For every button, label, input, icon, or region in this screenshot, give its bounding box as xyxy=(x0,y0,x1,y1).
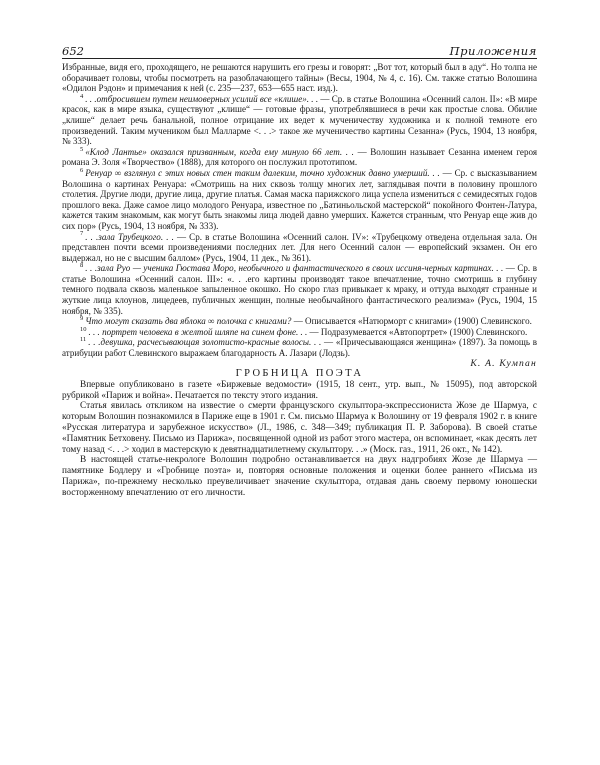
note-text: — Ср. в статье Волошина «Осенний салон. IV»: «Трубецкому отведена отдельная зала. Он представлен почти всеми произведениями последних лет. Для него Осенний салон — европейский экзамен. Он его выдержал, но не с высшим баллом» (Русь, 1904, 11 дек., № 361). xyxy=(62,231,537,263)
note-lemma: . . . портрет человека в желтой шляпе на синем фоне. . . xyxy=(88,326,308,337)
running-title: Приложения xyxy=(449,44,537,58)
note-number: 10 xyxy=(80,325,87,333)
page-number: 652 xyxy=(62,44,84,58)
note-text: — Ср. в статье Волошина «Осенний салон. II»: «В мире красок, как в мире языка, существуют „клише“ — готовые фразы, употреблявшиеся в речи как простые слова. Обилие „клише“ делает речь банальной, полное отрицание их ведет к мученичеству художника и к полной темноте его произведений. Таким мучеником был Малларме <. . .> такое же мученичество картины Сезанна» (Русь, 1904, 13 ноября, № 333). xyxy=(62,93,537,147)
note-text: — «Причесывающаяся женщина» (1897). За помощь в атрибуции работ Слевинского выражаем благодарность А. Лазари (Лодзь). xyxy=(62,337,537,359)
section-paragraph: В настоящей статье-некрологе Волошин подробно останавливается на двух надгробиях Жозе де Шармуа — памятнике Бодлеру и «Гробнице поэта» и, повторяя основные положения и оценки более раннего «Письма из Парижа», по-прежнему несколько преувеличивает значение скульптора, отдавая дань своему первому юношески восторженному впечатлению от его личности. xyxy=(62,455,537,498)
note-number: 5 xyxy=(80,145,84,153)
note-5 xyxy=(62,147,537,168)
note-lemma: Что могут сказать два яблока ∞ полочка с книгами? xyxy=(85,316,292,327)
note-text: — Подразумевается «Автопортрет» (1900) Слевинского. xyxy=(307,326,528,337)
note-lemma: . . .девушка, расчесывающая золотисто-красные волосы. . . xyxy=(88,337,322,348)
note-number: 6 xyxy=(80,166,84,174)
section-title: ГРОБНИЦА ПОЭТА xyxy=(235,368,364,380)
section-paragraph: Статья явилась откликом на известие о смерти французского скульптора-экспрессиониста Жозе де Шармуа, с которым Волошин познакомился в Париже еще в 1901 г. См. письмо Шармуа к Волошину от 19 февраля 1902 г. в книге «Русская литература и зарубежное искусство» (Л., 1986, с. 348—349; публикация П. Р. Заборова). В своей статье «Памятник Бетховену. Письмо из Парижа», посвященной одной из работ этого мастера, он вспоминает, «как десять лет тому назад <. . .> ходил в мастерскую к девятнадцатилетнему скульптору. . .» (Моск. газ., 1911, 26 окт., № 142). xyxy=(62,401,537,455)
note-number: 8 xyxy=(80,262,84,270)
note-number: 9 xyxy=(80,315,84,323)
note-lemma: . . .зала Трубецкого. . . xyxy=(85,231,174,242)
note-number: 11 xyxy=(80,336,87,344)
note-7 xyxy=(62,232,537,264)
note-text: — Ср. с высказыванием Волошина о картинах Ренуара: «Смотришь на них сквозь толщу многих лет, заглядывая почти в половину прошлого столетия. Другие люди, другие лица, другие платья. Самая маска парижского лица успела измениться с семидесятых годов прошлого века. Даже самое лицо молодого Ренуара, известное по „Батиньольской мастерской“ покойного Фонтен-Латура, кажется таким знакомым, как могут быть знакомы лица людей давно умерших. Кажется странным, что Ренуар еще жив до сих пор» (Русь, 1904, 13 ноября, № 333). xyxy=(62,167,537,231)
note-9 xyxy=(62,316,537,327)
note-lemma: Ренуар ∞ взглянул с этих новых стен таким далеким, точно художник давно умерший. . . xyxy=(85,167,440,178)
note-8 xyxy=(62,263,537,316)
note-lemma: «Клод Лантье» оказался призванным, когда ему минуло 66 лет. . . xyxy=(85,146,354,157)
note-lemma: . . .зала Руо — ученика Гюстава Моро, необычного и фантастического в своих иссиня-черных картинах. . . xyxy=(85,263,504,274)
running-header xyxy=(62,36,537,59)
note-lemma: . . .отбросившем путем неимоверных усилий все «клише». . . xyxy=(85,93,319,104)
note-6 xyxy=(62,168,537,232)
note-4 xyxy=(62,94,537,147)
note-text: — Волошин называет Сезанна именем героя романа Э. Золя «Творчество» (1888), для которого он послужил прототипом. xyxy=(62,146,537,168)
note-10 xyxy=(62,327,537,338)
note-number: 7 xyxy=(80,230,84,238)
note-11 xyxy=(62,337,537,358)
intro-paragraph: Избранные, видя его, проходящего, не решаются нарушить его грезы и говорят: „Вот тот, который был в аду“. Но толпа не оборачивает головы, чтобы посмотреть на разоблачающего тайны» (Весы, 1904, № 4, с. 16). См. также статью Волошина «Одилон Рэдон» и примечания к ней (с. 235—237, 653—655 наст. изд.). xyxy=(62,62,537,94)
note-number: 4 xyxy=(80,92,84,100)
note-text: — Описывается «Натюрморт с книгами» (1900) Слевинского. xyxy=(291,316,532,327)
author-signature: К. А. Кумпан xyxy=(470,357,537,369)
section-paragraph: Впервые опубликовано в газете «Биржевые ведомости» (1915, 18 сент., утр. вып., № 15095), под авторской рубрикой «Париж и война». Печатается по тексту этого издания. xyxy=(62,379,537,401)
text-column xyxy=(62,62,537,499)
section-body xyxy=(62,380,537,499)
note-text: — Ср. в статье Волошина «Осенний салон. III»: «. . .его картины производят такое впечатление, точно смотришь в глубину темного подвала сквозь маленькое запыленное окошко. Но скоро глаз привыкает к мраку, и оттуда выходят странные и жуткие лица клоунов, лицедеев, публичных женщин, полные необычайного фантастического реализма» (Русь, 1904, 15 ноября, № 335). xyxy=(62,263,537,316)
